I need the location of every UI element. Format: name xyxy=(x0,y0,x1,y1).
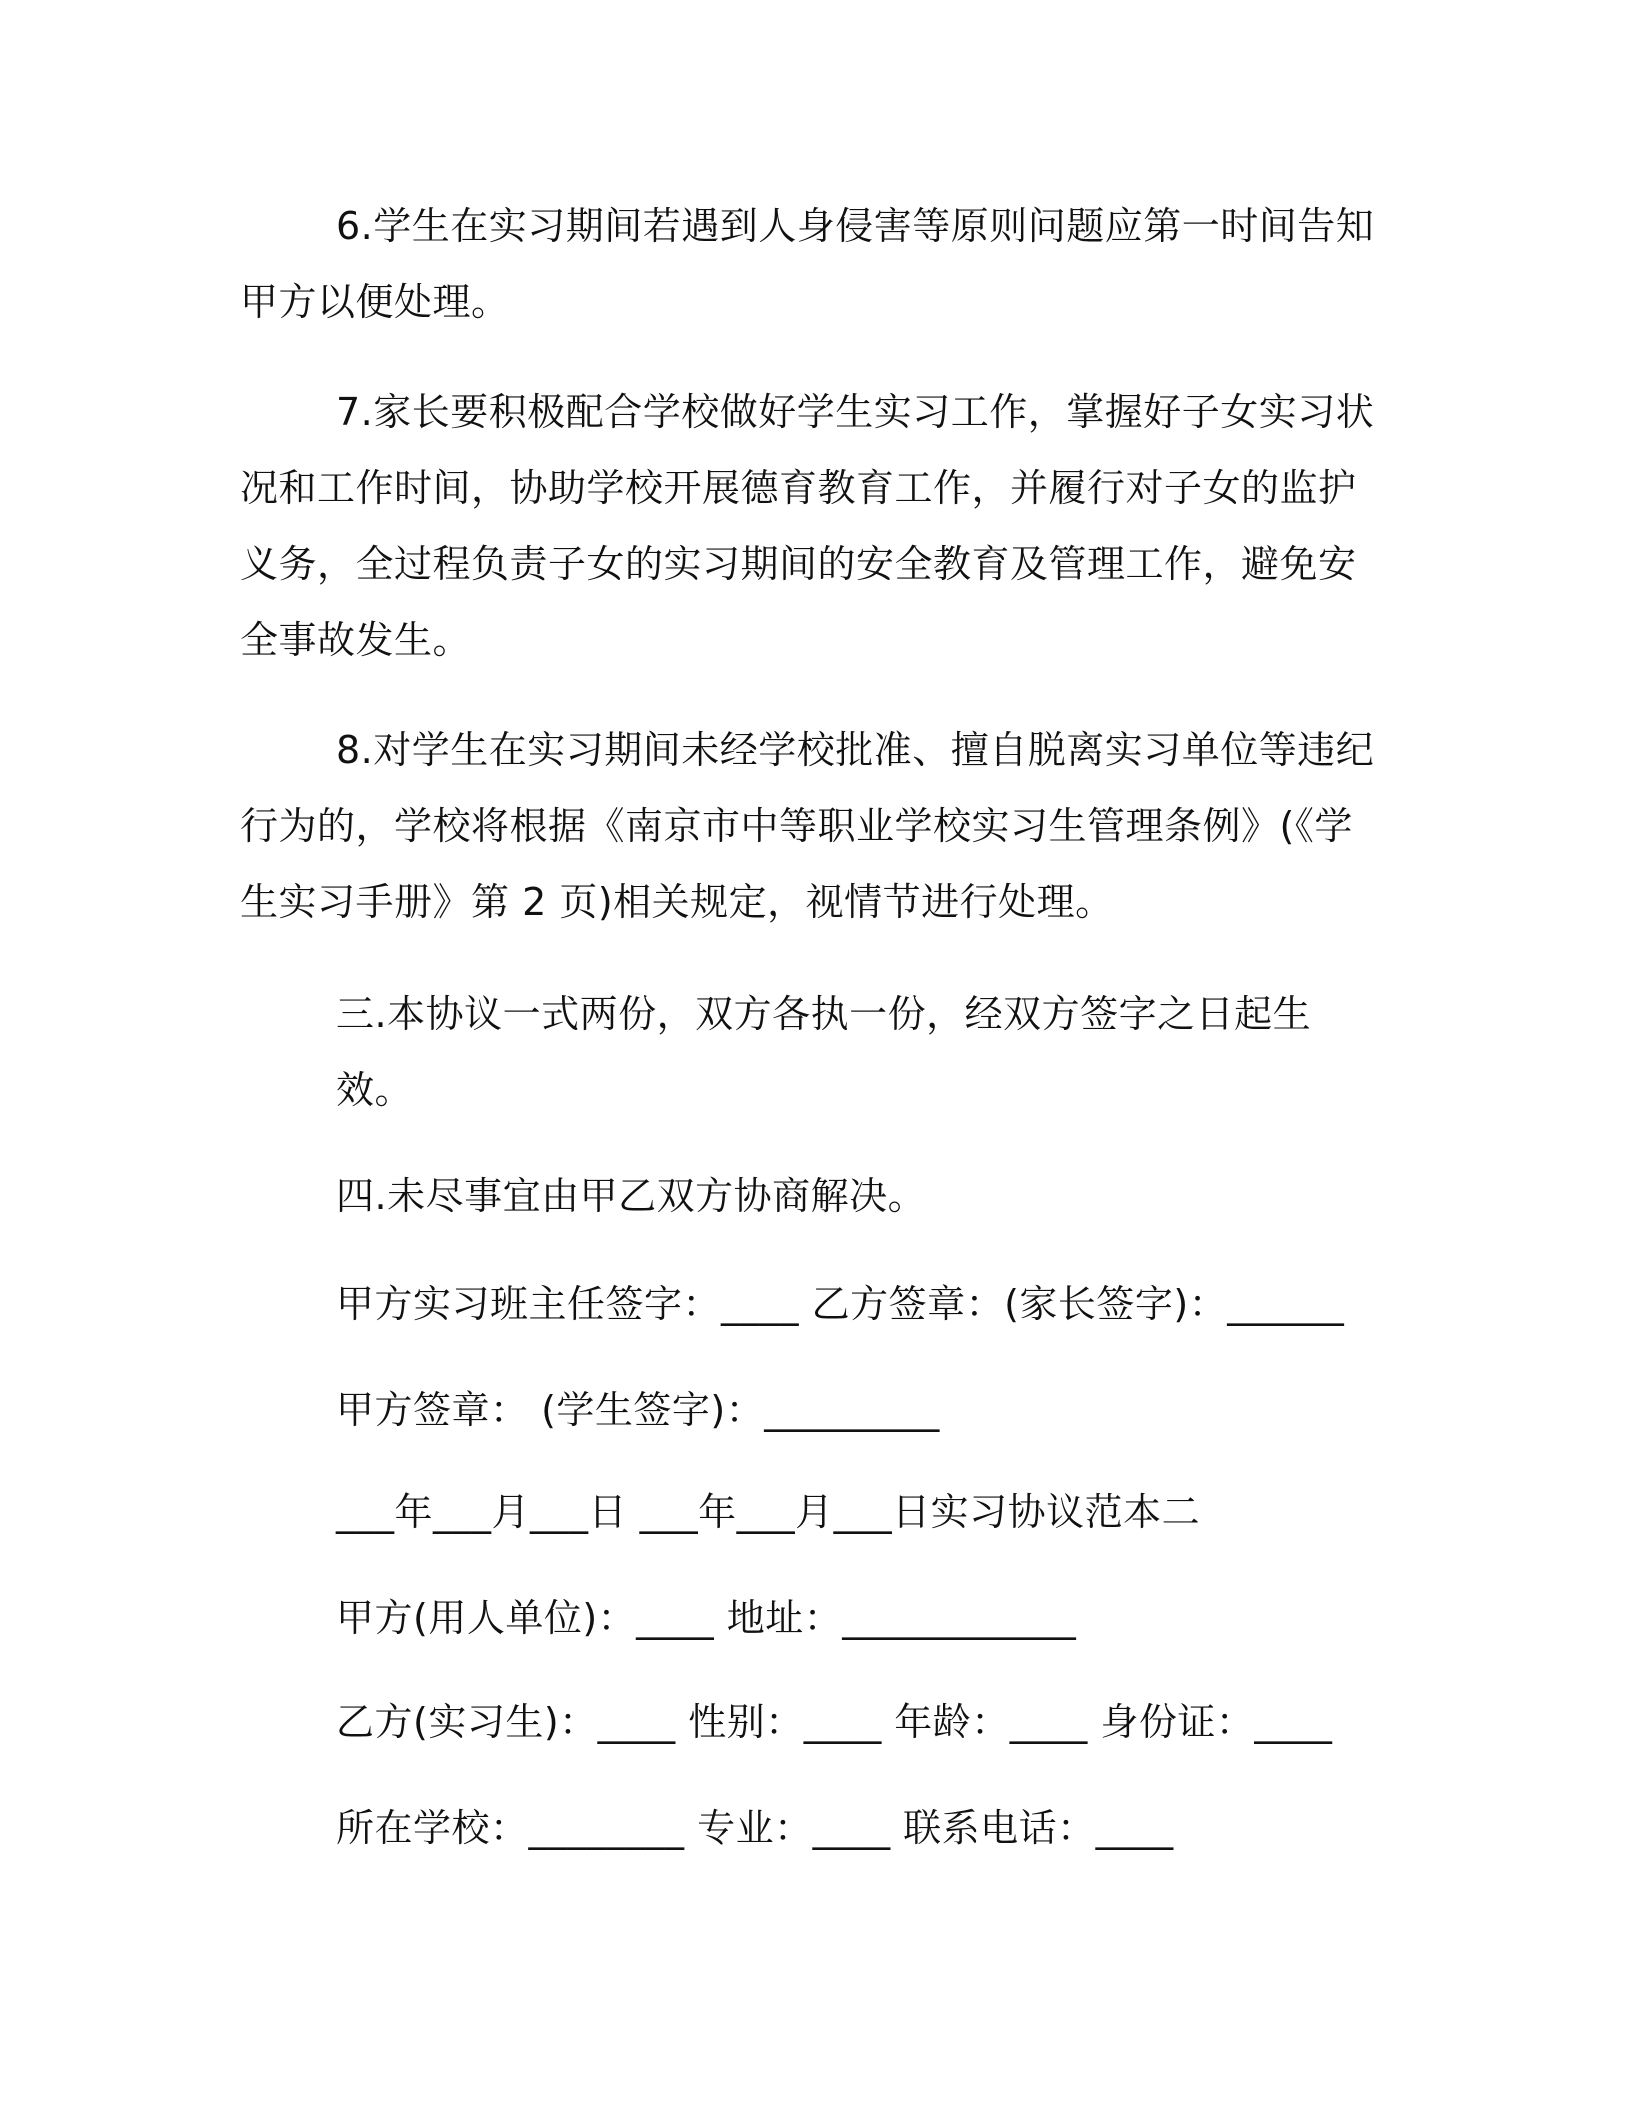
document-body xyxy=(240,188,1380,1866)
school-line: 所在学校：________ 专业：____ 联系电话：____ xyxy=(336,1806,1174,1850)
section-3: 三.本协议一式两份，双方各执一份，经双方签字之日起生效。 xyxy=(336,992,1312,1112)
clause-8: 8.对学生在实习期间未经学校批准、擅自脱离实习单位等违纪行为的，学校将根据《南京市中等职业学校实习生管理条例》(《学生实习手册》第 2 页)相关规定，视情节进行处理。 xyxy=(240,728,1375,924)
date-line: ___年___月___日 ___年___月___日实习协议范本二 xyxy=(336,1490,1201,1534)
signature-line-1: 甲方实习班主任签字：____ 乙方签章：(家长签字)：______ xyxy=(336,1282,1345,1326)
signature-line-2: 甲方签章： (学生签字)：_________ xyxy=(336,1388,940,1432)
party-b-line: 乙方(实习生)：____ 性别：____ 年龄：____ 身份证：____ xyxy=(336,1700,1333,1744)
party-a-line: 甲方(用人单位)：____ 地址：____________ xyxy=(336,1596,1077,1640)
section-4: 四.未尽事宜由甲乙双方协商解决。 xyxy=(336,1174,927,1218)
clause-6: 6.学生在实习期间若遇到人身侵害等原则问题应第一时间告知甲方以便处理。 xyxy=(240,204,1375,324)
clause-7: 7.家长要积极配合学校做好学生实习工作，掌握好子女实习状况和工作时间，协助学校开展德育教育工作，并履行对子女的监护义务，全过程负责子女的实习期间的安全教育及管理工作，避免安全事故发生。 xyxy=(240,390,1375,662)
